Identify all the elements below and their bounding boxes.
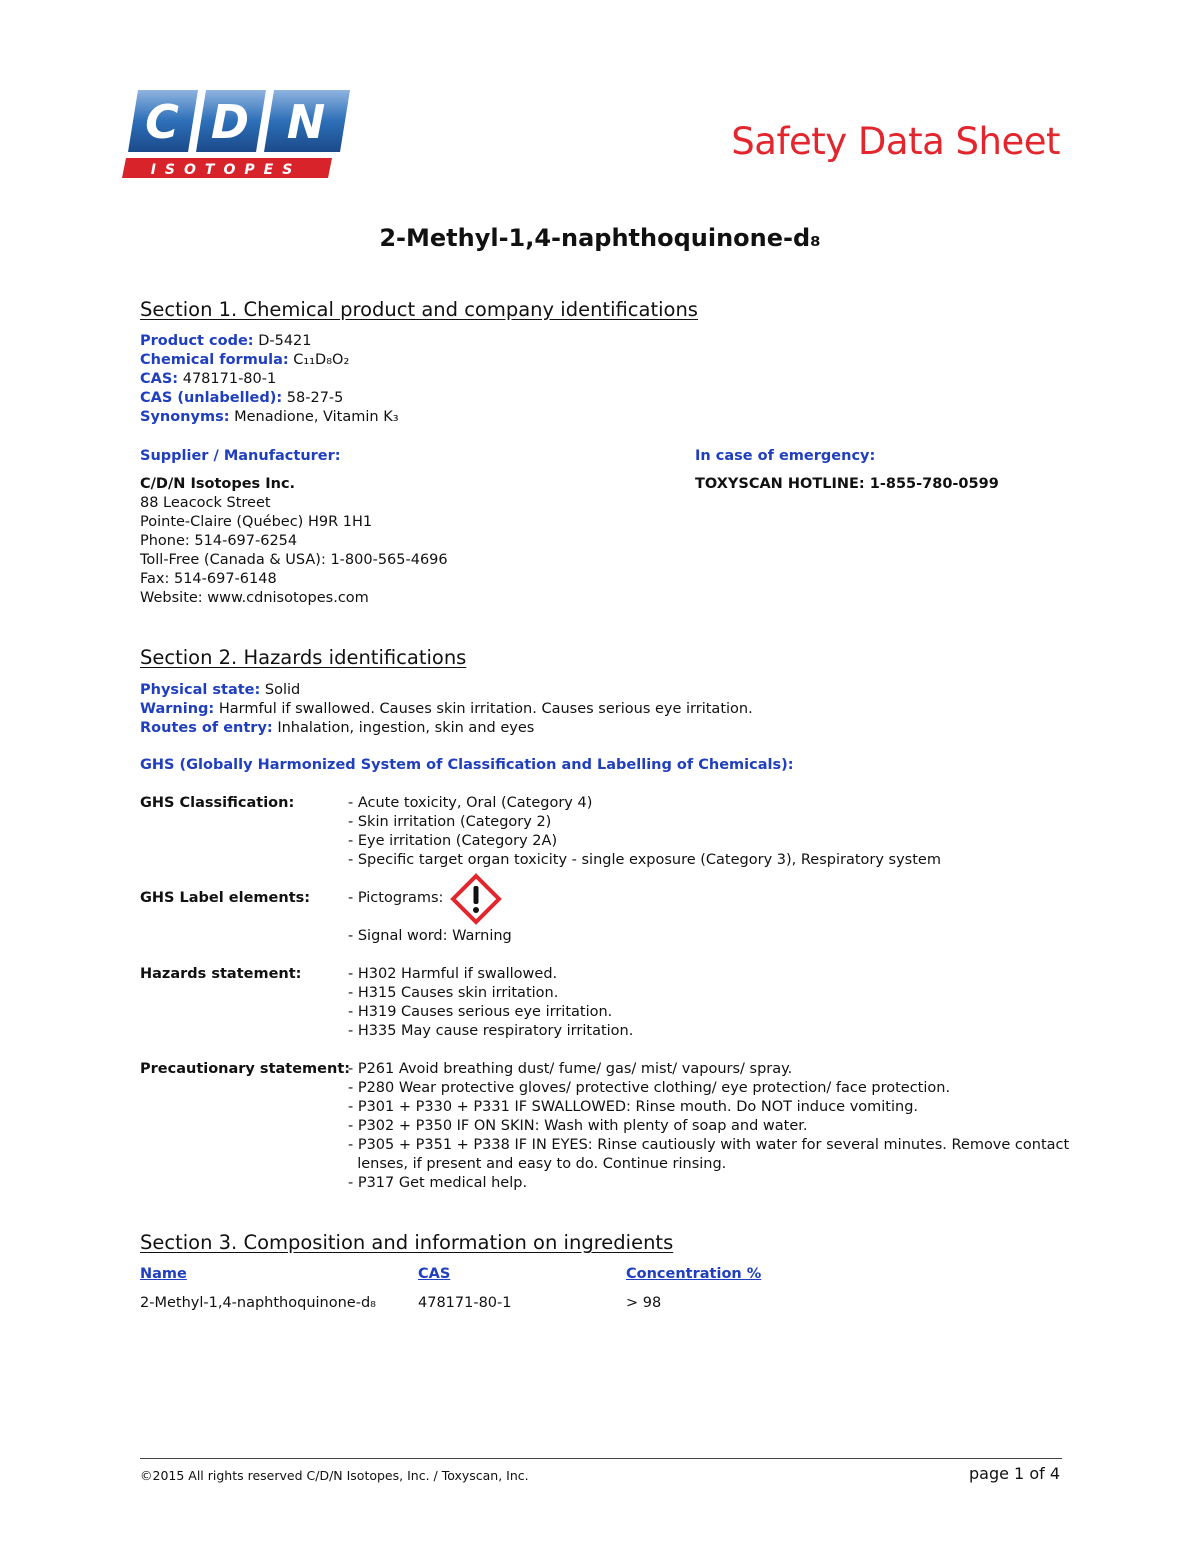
precaution-item: lenses, if present and easy to do. Continue rinsing.: [348, 1156, 727, 1172]
supplier-label: Supplier / Manufacturer:: [140, 448, 341, 464]
section-2-title: Section 2. Hazards identifications: [140, 646, 467, 669]
cas-unlabelled-row: CAS (unlabelled): 58-27-5: [140, 390, 344, 406]
cas-row: CAS: 478171-80-1: [140, 371, 277, 387]
hazard-item: - H302 Harmful if swallowed.: [348, 966, 558, 982]
ingredient-concentration-cell: > 98: [626, 1295, 662, 1311]
phone-line: Phone: 514-697-6254: [140, 533, 298, 549]
signal-word: - Signal word: Warning: [348, 928, 512, 944]
classification-item: - Acute toxicity, Oral (Category 4): [348, 795, 593, 811]
chemical-formula-row: Chemical formula: C₁₁D₈O₂: [140, 352, 350, 368]
toll-free-line: Toll-Free (Canada & USA): 1-800-565-4696: [140, 552, 448, 568]
pictograms-label: - Pictograms:: [348, 890, 444, 906]
product-title: 2-Methyl-1,4-naphthoquinone-d₈: [379, 224, 821, 252]
precautionary-statement-label: Precautionary statement:: [140, 1061, 351, 1077]
hazard-item: - H315 Causes skin irritation.: [348, 985, 559, 1001]
ghs-label-elements-label: GHS Label elements:: [140, 890, 311, 906]
precaution-item: - P261 Avoid breathing dust/ fume/ gas/ mist/ vapours/ spray.: [348, 1061, 793, 1077]
precaution-item: - P280 Wear protective gloves/ protective clothing/ eye protection/ face protection.: [348, 1080, 951, 1096]
section-3-title: Section 3. Composition and information on ingredients: [140, 1231, 674, 1254]
website-line: Website: www.cdnisotopes.com: [140, 590, 369, 606]
document-title: Safety Data Sheet: [731, 120, 1060, 163]
product-code-row: Product code: D-5421: [140, 333, 312, 349]
svg-text:N: N: [286, 95, 326, 149]
svg-text:C: C: [145, 95, 179, 149]
precaution-item: - P317 Get medical help.: [348, 1175, 528, 1191]
emergency-label: In case of emergency:: [695, 448, 876, 464]
company-name: C/D/N Isotopes Inc.: [140, 476, 296, 492]
precaution-item: - P302 + P350 IF ON SKIN: Wash with plenty of soap and water.: [348, 1118, 808, 1134]
hazard-item: - H335 May cause respiratory irritation.: [348, 1023, 634, 1039]
section-1-title: Section 1. Chemical product and company identifications: [140, 298, 698, 321]
address-line: Pointe-Claire (Québec) H9R 1H1: [140, 514, 373, 530]
ghs-classification-label: GHS Classification:: [140, 795, 295, 811]
ghs-exclamation-pictogram-icon: [450, 873, 502, 925]
ingredient-name-cell: 2-Methyl-1,4-naphthoquinone-d₈: [140, 1295, 376, 1311]
svg-text:D: D: [210, 95, 250, 149]
cdn-isotopes-logo: [118, 86, 352, 182]
column-header-cas: CAS: [418, 1266, 451, 1282]
svg-text:ISOTOPES: ISOTOPES: [150, 162, 302, 178]
fax-line: Fax: 514-697-6148: [140, 571, 277, 587]
precaution-item: - P305 + P351 + P338 IF IN EYES: Rinse cautiously with water for several minutes. Remove contact: [348, 1137, 1070, 1153]
column-header-concentration: Concentration %: [626, 1266, 762, 1282]
page-number: page 1 of 4: [969, 1464, 1060, 1483]
classification-item: - Skin irritation (Category 2): [348, 814, 552, 830]
classification-item: - Specific target organ toxicity - single exposure (Category 3), Respiratory system: [348, 852, 941, 868]
precaution-item: - P301 + P330 + P331 IF SWALLOWED: Rinse mouth. Do NOT induce vomiting.: [348, 1099, 919, 1115]
classification-item: - Eye irritation (Category 2A): [348, 833, 558, 849]
footer-divider: [140, 1458, 1062, 1459]
hazard-item: - H319 Causes serious eye irritation.: [348, 1004, 613, 1020]
column-header-name: Name: [140, 1266, 187, 1282]
address-line: 88 Leacock Street: [140, 495, 271, 511]
toxyscan-hotline: TOXYSCAN HOTLINE: 1-855-780-0599: [695, 476, 999, 492]
hazards-statement-label: Hazards statement:: [140, 966, 302, 982]
ghs-heading: GHS (Globally Harmonized System of Classification and Labelling of Chemicals):: [140, 757, 794, 773]
physical-state-row: Physical state: Solid: [140, 682, 301, 698]
synonyms-row: Synonyms: Menadione, Vitamin K₃: [140, 409, 399, 425]
routes-row: Routes of entry: Inhalation, ingestion, skin and eyes: [140, 720, 535, 736]
footer-copyright: ©2015 All rights reserved C/D/N Isotopes, Inc. / Toxyscan, Inc.: [140, 1468, 529, 1483]
ingredient-cas-cell: 478171-80-1: [418, 1295, 512, 1311]
warning-row: Warning: Harmful if swallowed. Causes skin irritation. Causes serious eye irritation.: [140, 701, 753, 717]
